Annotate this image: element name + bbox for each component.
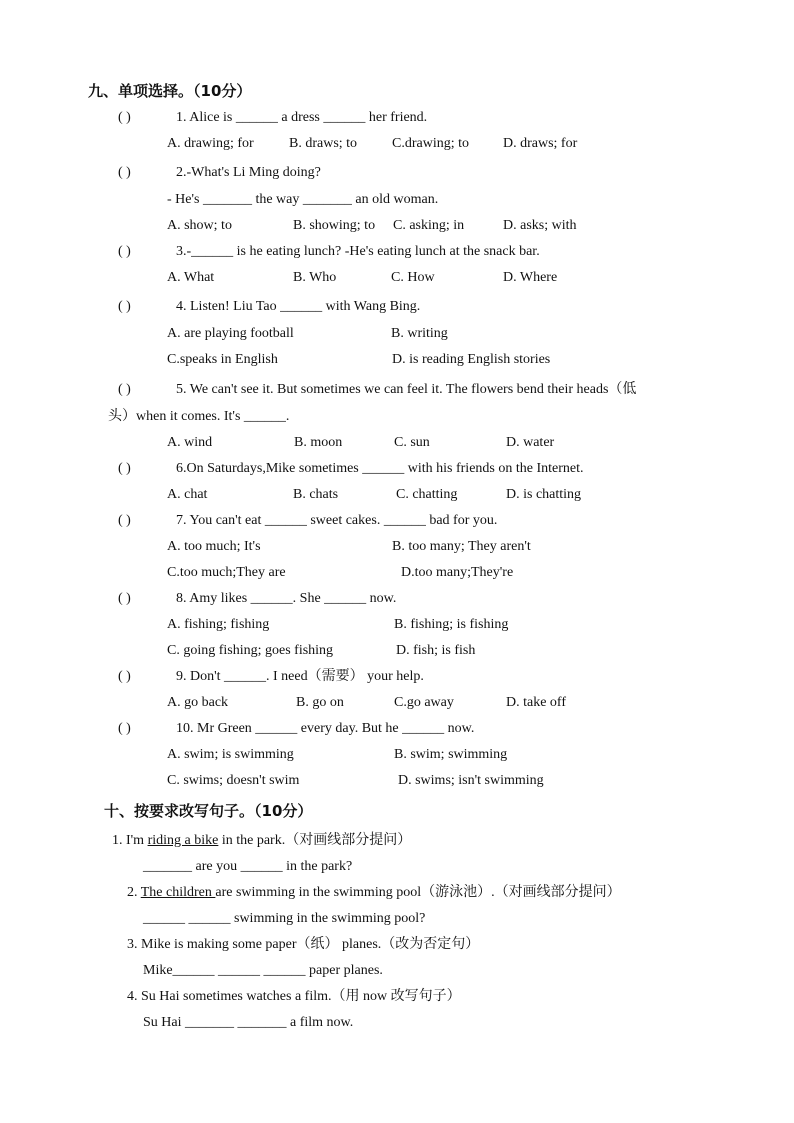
option-c: C.go away (394, 695, 454, 710)
option-b: B. Who (293, 270, 337, 285)
question-stem: 1. Alice is ______ a dress ______ her friend. (176, 110, 428, 125)
option-c: C.speaks in English (167, 352, 278, 367)
section-9-heading: 九、单项选择。（10分） (88, 82, 252, 100)
option-d: D. asks; with (503, 218, 577, 233)
underlined-phrase: The children (140, 885, 216, 900)
option-b: B. go on (296, 695, 344, 710)
question-stem: 6.On Saturdays,Mike sometimes ______ with his friends on the Internet. (176, 461, 584, 476)
option-b: B. moon (294, 435, 343, 450)
option-c: C. going fishing; goes fishing (167, 643, 334, 658)
option-a: A. drawing; for (167, 136, 254, 151)
question-stem: 8. Amy likes ______. She ______ now. (176, 591, 397, 606)
rewrite-item (127, 988, 461, 1006)
option-c: C. asking; in (393, 218, 465, 233)
underlined-phrase: riding a bike (147, 833, 219, 848)
section-10-heading: 十、按要求改写句子。（10分） (104, 802, 313, 820)
option-a: A. go back (167, 695, 229, 710)
question-stem: 3.-______ is he eating lunch? -He's eating lunch at the snack bar. (176, 244, 540, 259)
option-a: A. too much; It's (167, 539, 261, 554)
option-c: C. swims; doesn't swim (167, 773, 300, 788)
item-text-post: in the park.（对画线部分提问） (218, 833, 412, 848)
item-number: 1. (112, 833, 123, 848)
option-d: D. take off (506, 695, 566, 710)
option-b: B. too many; They aren't (392, 539, 531, 554)
answer-paren: ( ) (118, 513, 131, 528)
option-a: A. chat (167, 487, 208, 502)
option-b: B. swim; swimming (394, 747, 508, 762)
question-stem: 2.-What's Li Ming doing? (176, 165, 321, 180)
option-b: B. chats (293, 487, 339, 502)
option-a: A. What (167, 270, 215, 285)
question-stem: 10. Mr Green ______ every day. But he ______ now. (176, 721, 475, 736)
rewrite-answer-line: Su Hai _______ _______ a film now. (143, 1015, 354, 1030)
answer-paren: ( ) (118, 669, 131, 684)
item-number: 3. (127, 937, 138, 952)
answer-paren: ( ) (118, 110, 131, 125)
question-stem-line2: 头）when it comes. It's ______. (108, 409, 290, 424)
option-d: D. is reading English stories (392, 352, 551, 367)
item-text-post: are swimming in the swimming pool（游泳池）.（对画线部分提问） (215, 885, 621, 900)
item-text-pre: Su Hai sometimes watches a film.（用 now 改写句子） (141, 989, 461, 1004)
option-d: D. is chatting (506, 487, 582, 502)
rewrite-item (112, 832, 411, 850)
option-c: C. sun (394, 435, 430, 450)
item-text-pre: Mike is making some paper（纸） planes.（改为否定句） (141, 937, 480, 952)
answer-paren: ( ) (118, 721, 131, 736)
option-c: C.drawing; to (392, 136, 469, 151)
rewrite-answer-line: ______ ______ swimming in the swimming pool? (143, 911, 426, 926)
option-d: D. draws; for (503, 136, 578, 151)
option-a: A. swim; is swimming (167, 747, 294, 762)
item-number: 4. (127, 989, 138, 1004)
rewrite-item (127, 884, 621, 902)
option-b: B. writing (391, 326, 448, 341)
answer-paren: ( ) (118, 382, 131, 397)
option-a: A. show; to (167, 218, 232, 233)
option-d: D. water (506, 435, 555, 450)
answer-paren: ( ) (118, 165, 131, 180)
question-stem: 5. We can't see it. But sometimes we can feel it. The flowers bend their heads（低 (176, 382, 637, 397)
item-number: 2. (127, 885, 138, 900)
rewrite-answer-line: Mike______ ______ ______ paper planes. (143, 963, 383, 978)
option-d: D.too many;They're (401, 565, 514, 580)
option-b: B. draws; to (289, 136, 358, 151)
option-a: A. fishing; fishing (167, 617, 270, 632)
question-stem: 4. Listen! Liu Tao ______ with Wang Bing. (176, 299, 421, 314)
answer-paren: ( ) (118, 299, 131, 314)
option-d: D. swims; isn't swimming (398, 773, 544, 788)
question-stem-line2: - He's _______ the way _______ an old woman. (167, 192, 439, 207)
answer-paren: ( ) (118, 591, 131, 606)
option-c: C. How (391, 270, 435, 285)
option-b: B. showing; to (293, 218, 376, 233)
rewrite-item (127, 936, 479, 954)
item-text-pre: I'm (126, 833, 148, 848)
answer-paren: ( ) (118, 244, 131, 259)
answer-paren: ( ) (118, 461, 131, 476)
option-d: D. fish; is fish (396, 643, 476, 658)
question-stem: 9. Don't ______. I need（需要） your help. (176, 669, 424, 684)
option-a: A. are playing football (167, 326, 294, 341)
question-stem: 7. You can't eat ______ sweet cakes. ______ bad for you. (176, 513, 498, 528)
option-b: B. fishing; is fishing (394, 617, 509, 632)
rewrite-answer-line: _______ are you ______ in the park? (143, 859, 353, 874)
option-c: C. chatting (396, 487, 458, 502)
option-c: C.too much;They are (167, 565, 286, 580)
option-d: D. Where (503, 270, 558, 285)
option-a: A. wind (167, 435, 213, 450)
